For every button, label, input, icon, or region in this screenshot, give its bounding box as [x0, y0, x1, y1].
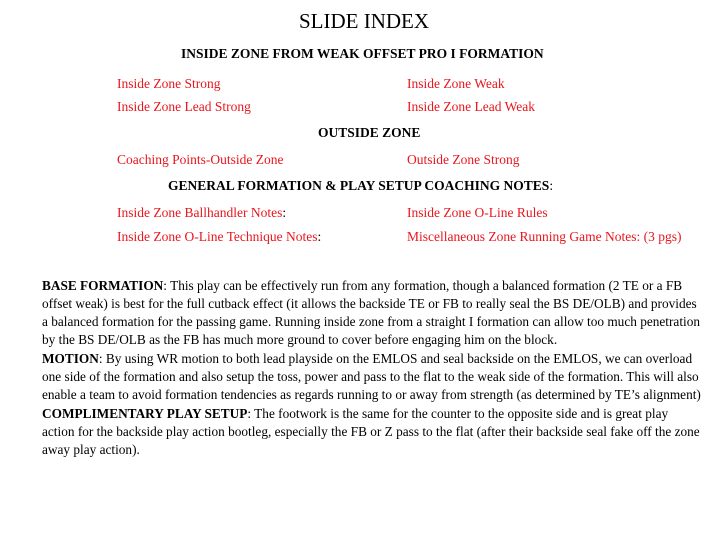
text-base-formation: : This play can be effectively run from any formation, though a balanced formation (2 TE or a FB offset weak) is best for the full cutback effect (it allows the backside TE or FB to really seal the BS DE/OLB) and provides a balanced formation for the passing game. Running inside zone from a straight I formation can allow too much penetration by the BS DE/OLB as the FB has much more ground to cover before engaging him on the block.: [42, 278, 701, 347]
heading-general-formation-colon: :: [549, 178, 554, 193]
para-motion: [42, 350, 702, 404]
link-misc-running-notes[interactable]: Miscellaneous Zone Running Game Notes: (3 pgs): [407, 229, 682, 244]
link-ballhandler-notes[interactable]: [117, 205, 286, 221]
link-ballhandler-notes-label[interactable]: Inside Zone Ballhandler Notes: [117, 205, 283, 220]
label-complimentary: COMPLIMENTARY PLAY SETUP: [42, 406, 248, 421]
heading-general-formation-text: GENERAL FORMATION & PLAY SETUP COACHING NOTES: [168, 178, 550, 193]
link-outside-zone-strong[interactable]: Outside Zone Strong: [407, 152, 520, 167]
heading-general-formation: [168, 178, 553, 194]
heading-weak-offset: INSIDE ZONE FROM WEAK OFFSET PRO I FORMATION: [181, 46, 544, 61]
text-complimentary: : The footwork is the same for the counter to the opposite side and is great play action for the backside play action bootleg, especially the FB or Z pass to the flat (after their backside seal fake off the zone away play action).: [42, 406, 700, 457]
label-motion: MOTION: [42, 351, 99, 366]
text-motion: : By using WR motion to both lead playside on the EMLOS and seal backside on the EMLOS, we can overload one side of the formation and also setup the toss, power and pass to the flat to the weak side of the formation. This will also enable a team to avoid formation tendencies as regards running to or away from strength (as determined by TE’s alignment): [42, 351, 701, 402]
para-base-formation: [42, 277, 702, 349]
link-oline-rules[interactable]: Inside Zone O-Line Rules: [407, 205, 548, 220]
slide-title: SLIDE INDEX: [298, 9, 430, 33]
heading-outside-zone: OUTSIDE ZONE: [318, 125, 421, 140]
link-inside-zone-lead-weak[interactable]: Inside Zone Lead Weak: [407, 99, 535, 114]
link-oline-technique-notes-colon: :: [317, 229, 322, 244]
para-complimentary: [42, 405, 702, 459]
link-ballhandler-notes-colon: :: [282, 205, 287, 220]
link-coaching-points-outside-zone[interactable]: Coaching Points-Outside Zone: [117, 152, 284, 167]
link-oline-technique-notes[interactable]: [117, 229, 321, 245]
link-oline-technique-notes-label[interactable]: Inside Zone O-Line Technique Notes: [117, 229, 318, 244]
link-inside-zone-strong[interactable]: Inside Zone Strong: [117, 76, 221, 91]
notes-body: [42, 277, 702, 459]
label-base-formation: BASE FORMATION: [42, 278, 164, 293]
link-inside-zone-lead-strong[interactable]: Inside Zone Lead Strong: [117, 99, 251, 114]
link-inside-zone-weak[interactable]: Inside Zone Weak: [407, 76, 505, 91]
